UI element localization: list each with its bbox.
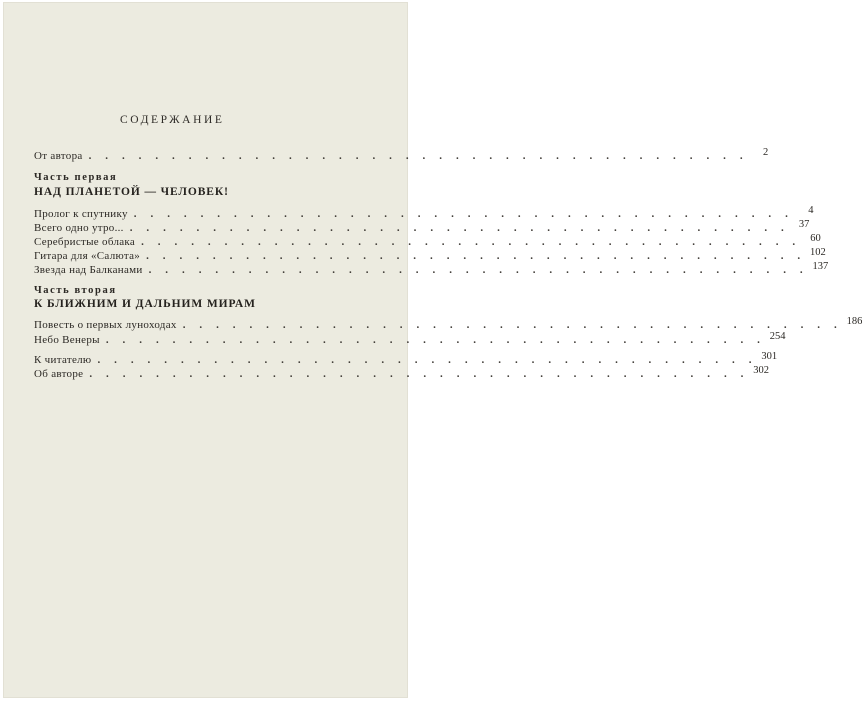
toc-entry: [34, 205, 814, 220]
toc-entry: [34, 233, 821, 248]
part-two-title: К БЛИЖНИМ И ДАЛЬНИМ МИРАМ: [34, 298, 256, 310]
toc-entry: [34, 365, 769, 380]
toc-entry-page: 102: [810, 247, 826, 258]
toc-entry: [34, 316, 862, 331]
toc-entry-page: 301: [761, 351, 778, 362]
dot-leader: . . . . . . . . . . . . . . . . . . . . . . . . . . . . . . . . . . . . . . . .: [89, 368, 749, 380]
toc-entry-title: Всего одно утро...: [34, 222, 124, 234]
dot-leader: . . . . . . . . . . . . . . . . . . . . . . . . . . . . . . . . . . . . . . . .: [129, 222, 790, 234]
toc-entry-title: Пролог к спутнику: [34, 208, 128, 220]
toc-entry-page: 186: [846, 316, 862, 327]
toc-entry-title: Серебристые облака: [34, 236, 136, 248]
part-two-label: Часть вторая: [34, 285, 117, 296]
toc-entry-page: 4: [808, 205, 814, 216]
part-one-label: Часть первая: [34, 172, 118, 183]
toc-entry-intro: [34, 147, 769, 162]
toc-entry-page: 254: [769, 331, 786, 342]
toc-entry-title: Гитара для «Салюта»: [34, 250, 141, 262]
toc-entry-page: 2: [762, 147, 769, 158]
toc-entry: [34, 247, 826, 262]
toc-entry: [34, 351, 778, 366]
dot-leader: . . . . . . . . . . . . . . . . . . . . . . . . . . . . . . . . . . . . . . . .: [148, 264, 809, 276]
dot-leader: . . . . . . . . . . . . . . . . . . . . . . . . . . . . . . . . . . . . . . . .: [88, 150, 749, 162]
toc-entry-page: 302: [753, 365, 769, 376]
dot-leader: . . . . . . . . . . . . . . . . . . . . . . . . . . . . . . . . . . . . . . . .: [182, 319, 843, 331]
toc-entry: [34, 331, 786, 346]
dot-leader: . . . . . . . . . . . . . . . . . . . . . . . . . . . . . . . . . . . . . . . .: [146, 250, 806, 262]
toc-entry-title: Повесть о первых луноходах: [34, 319, 177, 331]
toc-entry: [34, 261, 829, 276]
part-one-title: НАД ПЛАНЕТОЙ — ЧЕЛОВЕК!: [34, 186, 229, 198]
toc-entry-title: Звезда над Балканами: [34, 264, 143, 276]
dot-leader: . . . . . . . . . . . . . . . . . . . . . . . . . . . . . . . . . . . . . . . .: [97, 354, 758, 366]
toc-entry: [34, 219, 810, 234]
toc-entry-page: 137: [812, 261, 829, 272]
dot-leader: . . . . . . . . . . . . . . . . . . . . . . . . . . . . . . . . . . . . . . . .: [133, 208, 794, 220]
dot-leader: . . . . . . . . . . . . . . . . . . . . . . . . . . . . . . . . . . . . . . . .: [105, 334, 766, 346]
toc-entry-title: К читателю: [34, 354, 92, 366]
toc-entry-title: Небо Венеры: [34, 334, 100, 346]
book-page: [3, 2, 862, 698]
contents-heading: СОДЕРЖАНИЕ: [120, 114, 225, 126]
toc-entry-page: 60: [810, 233, 821, 244]
toc-entry-title: Об авторе: [34, 368, 84, 380]
toc-entry-page: 37: [798, 219, 810, 230]
dot-leader: . . . . . . . . . . . . . . . . . . . . . . . . . . . . . . . . . . . . . . . .: [141, 236, 801, 248]
toc-entry-title: От автора: [34, 150, 83, 162]
